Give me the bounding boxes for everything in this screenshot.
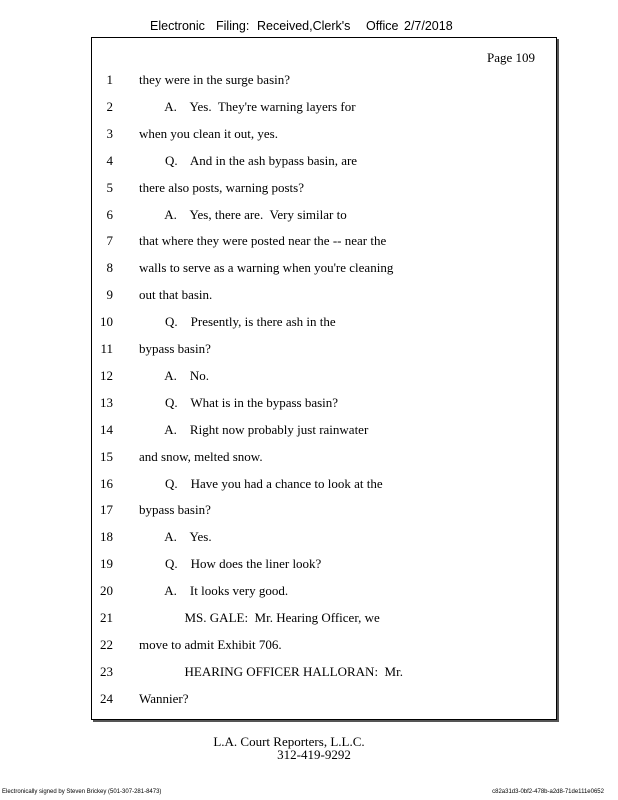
line-text: Q. How does the liner look?	[139, 556, 322, 572]
line-number: 3	[106, 125, 113, 141]
line-number: 20	[100, 583, 113, 599]
transcript-line	[0, 422, 618, 442]
line-text: Wannier?	[139, 690, 189, 706]
transcript-line	[0, 664, 618, 684]
line-number: 16	[100, 475, 113, 491]
line-number: 12	[100, 367, 113, 383]
line-number: 14	[100, 421, 113, 437]
line-text: walls to serve as a warning when you're cleaning	[139, 260, 394, 276]
transcript-line	[0, 260, 618, 280]
transcript-line	[0, 395, 618, 415]
transcript-line	[0, 233, 618, 253]
line-text: A. No.	[139, 367, 210, 383]
electronic-signature: Electronically signed by Steven Brickey (501-307-281-8473)	[2, 789, 162, 795]
line-number: 23	[100, 663, 113, 679]
transcript-line	[0, 502, 618, 522]
line-number: 11	[100, 341, 113, 356]
line-number: 15	[100, 448, 113, 464]
line-number: 1	[106, 72, 113, 87]
line-text: HEARING OFFICER HALLORAN: Mr.	[139, 663, 403, 679]
transcript-line	[0, 368, 618, 388]
transcript-line	[0, 99, 618, 119]
line-text: bypass basin?	[139, 502, 211, 518]
transcript-line	[0, 207, 618, 227]
transcript-line	[0, 529, 618, 549]
line-number: 18	[100, 529, 113, 545]
filing-header-date: 2/7/2018	[404, 19, 453, 33]
line-number: 9	[106, 287, 113, 303]
line-number: 21	[100, 610, 113, 625]
transcript-line	[0, 476, 618, 496]
line-text: MS. GALE: Mr. Hearing Officer, we	[139, 610, 380, 625]
line-text: Q. Have you had a chance to look at the	[139, 475, 383, 491]
line-number: 22	[100, 636, 113, 652]
line-text: that where they were posted near the -- near the	[139, 233, 387, 249]
line-number: 8	[106, 260, 113, 276]
line-text: Q. What is in the bypass basin?	[139, 394, 339, 410]
filing-header-received: Received,Clerk's	[257, 19, 351, 33]
transcript-line	[0, 314, 618, 334]
transcript-line	[0, 341, 618, 361]
transcript-line	[0, 556, 618, 576]
filing-header-office: Office	[366, 19, 399, 33]
line-number: 4	[106, 152, 113, 168]
transcript-line	[0, 72, 618, 92]
line-text: Q. Presently, is there ash in the	[139, 314, 336, 330]
transcript-line	[0, 126, 618, 146]
transcript-line	[0, 180, 618, 200]
line-text: A. Yes. They're warning layers for	[139, 98, 356, 114]
line-number: 10	[100, 314, 113, 330]
line-number: 5	[106, 179, 113, 195]
line-number: 2	[106, 98, 113, 114]
line-text: A. Right now probably just rainwater	[139, 421, 369, 437]
document-hash: c82a31d3-0bf2-478b-a2d8-71de111e0652	[492, 789, 604, 795]
line-text: Q. And in the ash bypass basin, are	[139, 152, 358, 168]
transcript-line	[0, 691, 618, 711]
line-number: 13	[100, 394, 113, 410]
line-number: 19	[100, 556, 113, 572]
footer-company: L.A. Court Reporters, L.L.C.	[213, 734, 365, 749]
line-text: A. Yes, there are. Very similar to	[139, 206, 347, 222]
line-number: 24	[100, 690, 113, 706]
filing-header-electronic: Electronic	[150, 19, 205, 33]
page-number: Page 109	[487, 50, 536, 65]
filing-header-filing: Filing:	[216, 19, 250, 33]
filing-header	[0, 19, 618, 37]
line-text: move to admit Exhibit 706.	[139, 636, 282, 652]
line-number: 7	[106, 233, 113, 249]
line-number: 17	[100, 502, 113, 518]
line-number: 6	[106, 206, 113, 222]
transcript-line	[0, 449, 618, 469]
transcript-line	[0, 287, 618, 307]
footer-phone: 312-419-9292	[277, 747, 351, 762]
transcript-line	[0, 637, 618, 657]
transcript-line	[0, 610, 618, 630]
line-text: bypass basin?	[139, 341, 211, 356]
transcript-line	[0, 153, 618, 173]
line-text: A. Yes.	[139, 529, 212, 545]
line-text: they were in the surge basin?	[139, 72, 291, 87]
line-text: when you clean it out, yes.	[139, 125, 278, 141]
line-text: out that basin.	[139, 287, 213, 303]
transcript-line	[0, 583, 618, 603]
line-text: and snow, melted snow.	[139, 448, 263, 464]
line-text: A. It looks very good.	[139, 583, 289, 599]
line-text: there also posts, warning posts?	[139, 179, 305, 195]
